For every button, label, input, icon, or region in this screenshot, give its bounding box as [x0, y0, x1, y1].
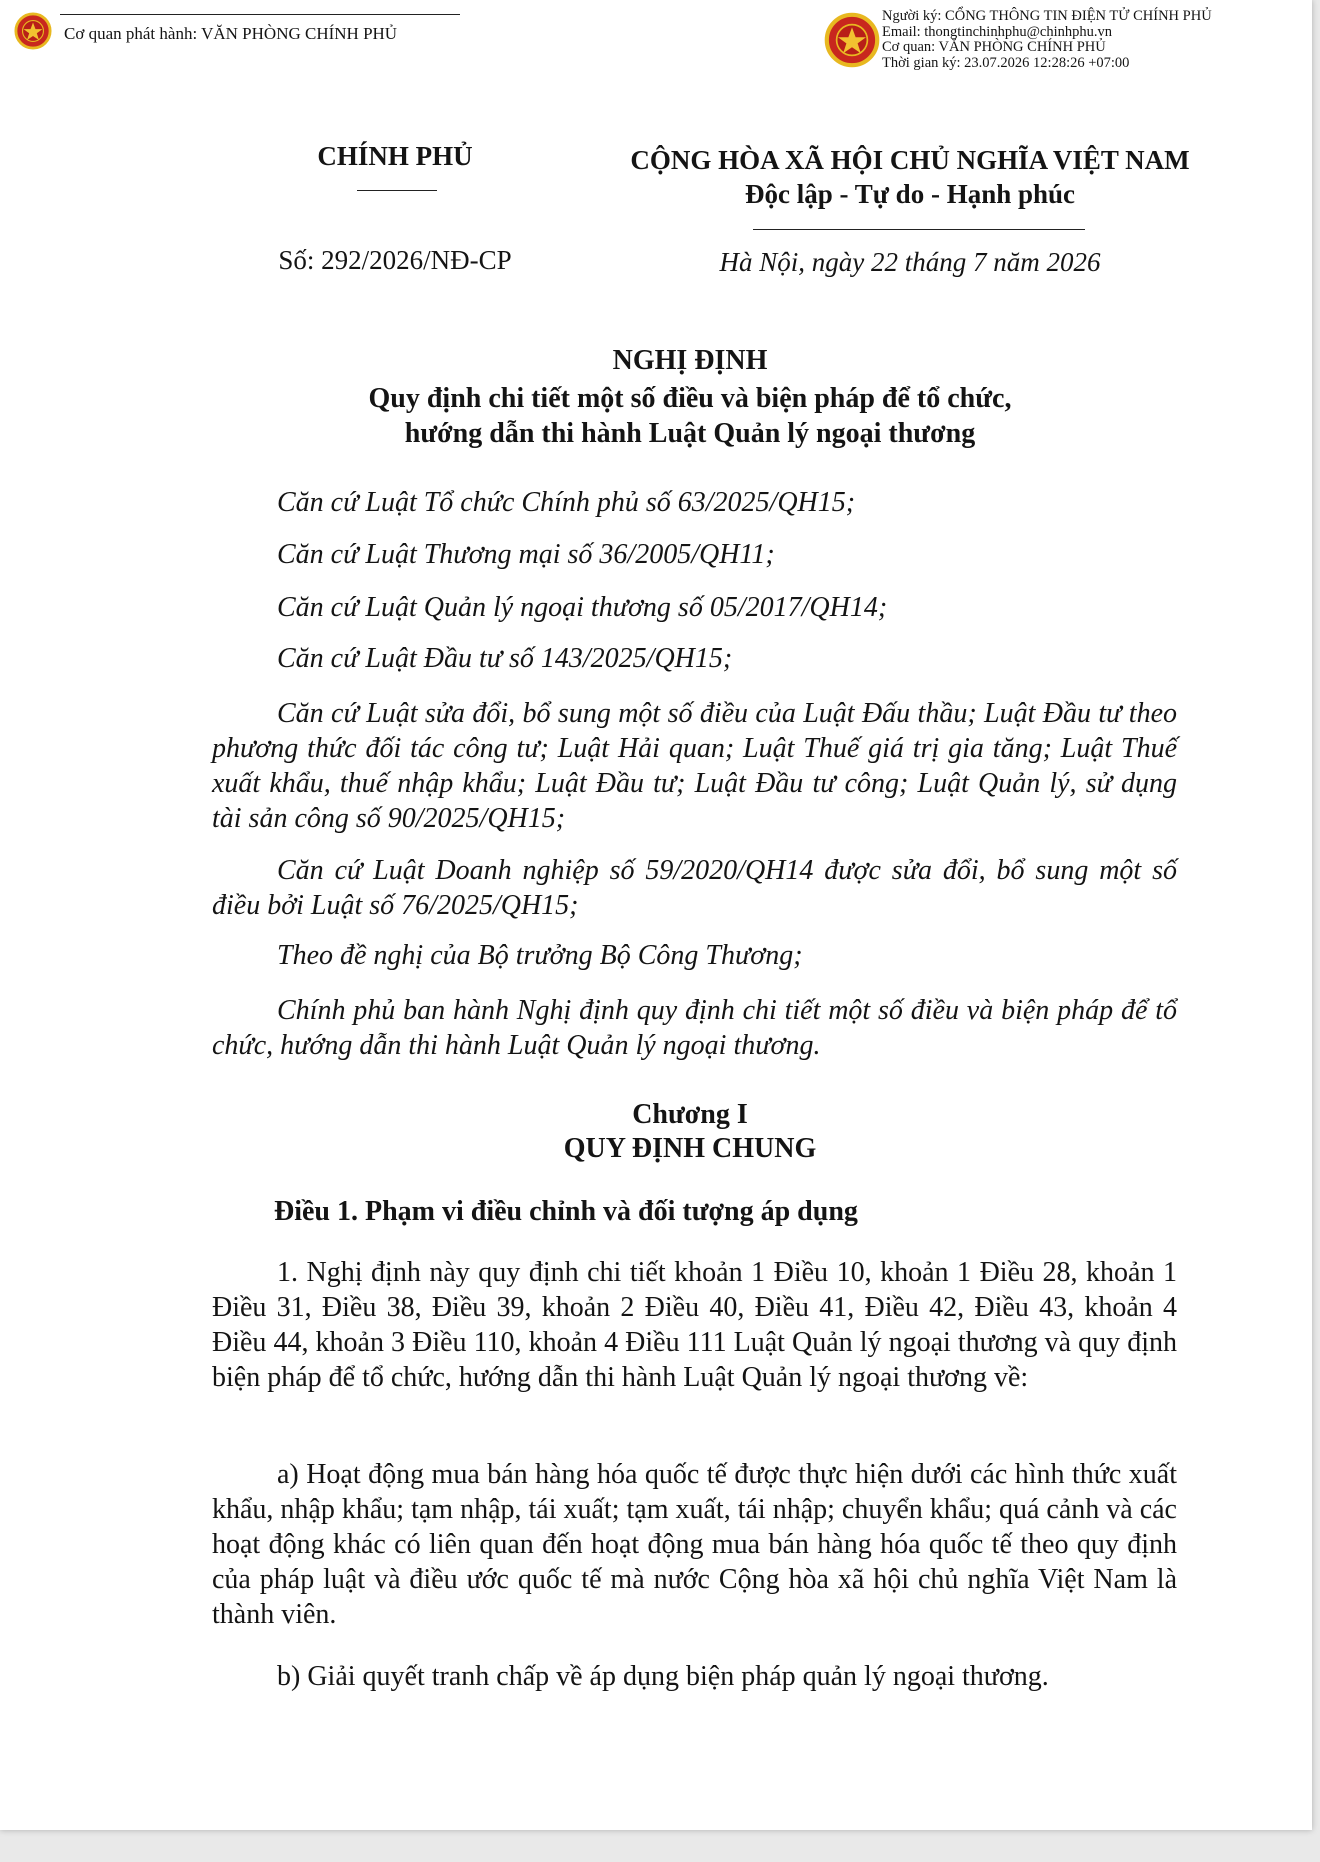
title-line-2: hướng dẫn thi hành Luật Quản lý ngoại thương [404, 418, 976, 449]
proposal-line: Theo đề nghị của Bộ trưởng Bộ Công Thương; [277, 940, 803, 971]
legal-basis-3: Căn cứ Luật Quản lý ngoại thương số 05/2017/QH14; [277, 592, 888, 623]
country-name: CỘNG HÒA XÃ HỘI CHỦ NGHĨA VIỆT NAM [630, 145, 1190, 175]
article-1-point-b: b) Giải quyết tranh chấp về áp dụng biện pháp quản lý ngoại thương. [277, 1661, 1049, 1692]
article-1-point-a: a) Hoạt động mua bán hàng hóa quốc tế được thực hiện dưới các hình thức xuất khẩu, nhập khẩu; tạm nhập, tái xuất; tạm xuất, tái nhập; chuyển khẩu; quá cảnh và các hoạt động khác có liên quan đến hoạt động mua bán hàng hóa quốc tế theo quy định của pháp luật và điều ước quốc tế mà nước Cộng hòa xã hội chủ nghĩa Việt Nam là thành viên. [212, 1459, 1177, 1630]
article-1-heading: Điều 1. Phạm vi điều chỉnh và đối tượng áp dụng [274, 1196, 858, 1227]
national-emblem-icon [14, 12, 52, 50]
agency-line: Cơ quan: VĂN PHÒNG CHÍNH PHỦ [882, 39, 1106, 55]
legal-basis-5: Căn cứ Luật sửa đổi, bổ sung một số điều của Luật Đấu thầu; Luật Đầu tư theo phương thức đối tác công tư; Luật Hải quan; Luật Thuế giá trị gia tăng; Luật Thuế xuất khẩu, thuế nhập khẩu; Luật Đầu tư; Luật Đầu tư công; Luật Quản lý, sử dụng tài sản công số 90/2025/QH15; [212, 698, 1177, 834]
agency-underline [357, 190, 437, 191]
document-type: NGHỊ ĐỊNH [612, 345, 768, 376]
promulgation-line: Chính phủ ban hành Nghị định quy định chi tiết một số điều và biện pháp để tổ chức, hướng dẫn thi hành Luật Quản lý ngoại thương. [212, 995, 1177, 1061]
stamp-rule [60, 14, 460, 15]
issuer-label: Cơ quan phát hành: VĂN PHÒNG CHÍNH PHỦ [64, 24, 398, 43]
legal-basis-4: Căn cứ Luật Đầu tư số 143/2025/QH15; [277, 643, 733, 674]
legal-basis-6: Căn cứ Luật Doanh nghiệp số 59/2020/QH14 được sửa đổi, bổ sung một số điều bởi Luật số 76/2025/QH15; [212, 855, 1177, 921]
article-1-clause-1: 1. Nghị định này quy định chi tiết khoản 1 Điều 10, khoản 1 Điều 28, khoản 1 Điều 31, Điều 38, Điều 39, khoản 2 Điều 40, Điều 41, Điều 42, Điều 43, khoản 4 Điều 44, khoản 3 Điều 110, khoản 4 Điều 111 Luật Quản lý ngoại thương và quy định biện pháp để tổ chức, hướng dẫn thi hành Luật Quản lý ngoại thương về: [212, 1257, 1177, 1393]
legal-basis-2: Căn cứ Luật Thương mại số 36/2005/QH11; [277, 539, 775, 570]
chapter-label: Chương I [632, 1099, 748, 1130]
email-line: Email: thongtinchinhphu@chinhphu.vn [882, 23, 1113, 40]
motto-underline [753, 229, 1085, 230]
document-number: Số: 292/2026/NĐ-CP [278, 245, 512, 275]
chapter-title: QUY ĐỊNH CHUNG [563, 1133, 817, 1164]
signed-time-line: Thời gian ký: 23.07.2026 12:28:26 +07:00 [882, 54, 1130, 71]
legal-basis-1: Căn cứ Luật Tổ chức Chính phủ số 63/2025/QH15; [277, 487, 856, 518]
agency-name: CHÍNH PHỦ [317, 141, 473, 171]
title-line-1: Quy định chi tiết một số điều và biện pháp để tổ chức, [368, 383, 1012, 414]
digital-signature-block [882, 9, 1212, 71]
signer-line: Người ký: CỔNG THÔNG TIN ĐIỆN TỬ CHÍNH PHỦ [882, 8, 1212, 24]
signature-emblem-icon [824, 12, 880, 68]
place-and-date: Hà Nội, ngày 22 tháng 7 năm 2026 [719, 247, 1101, 277]
national-motto: Độc lập - Tự do - Hạnh phúc [744, 179, 1076, 209]
